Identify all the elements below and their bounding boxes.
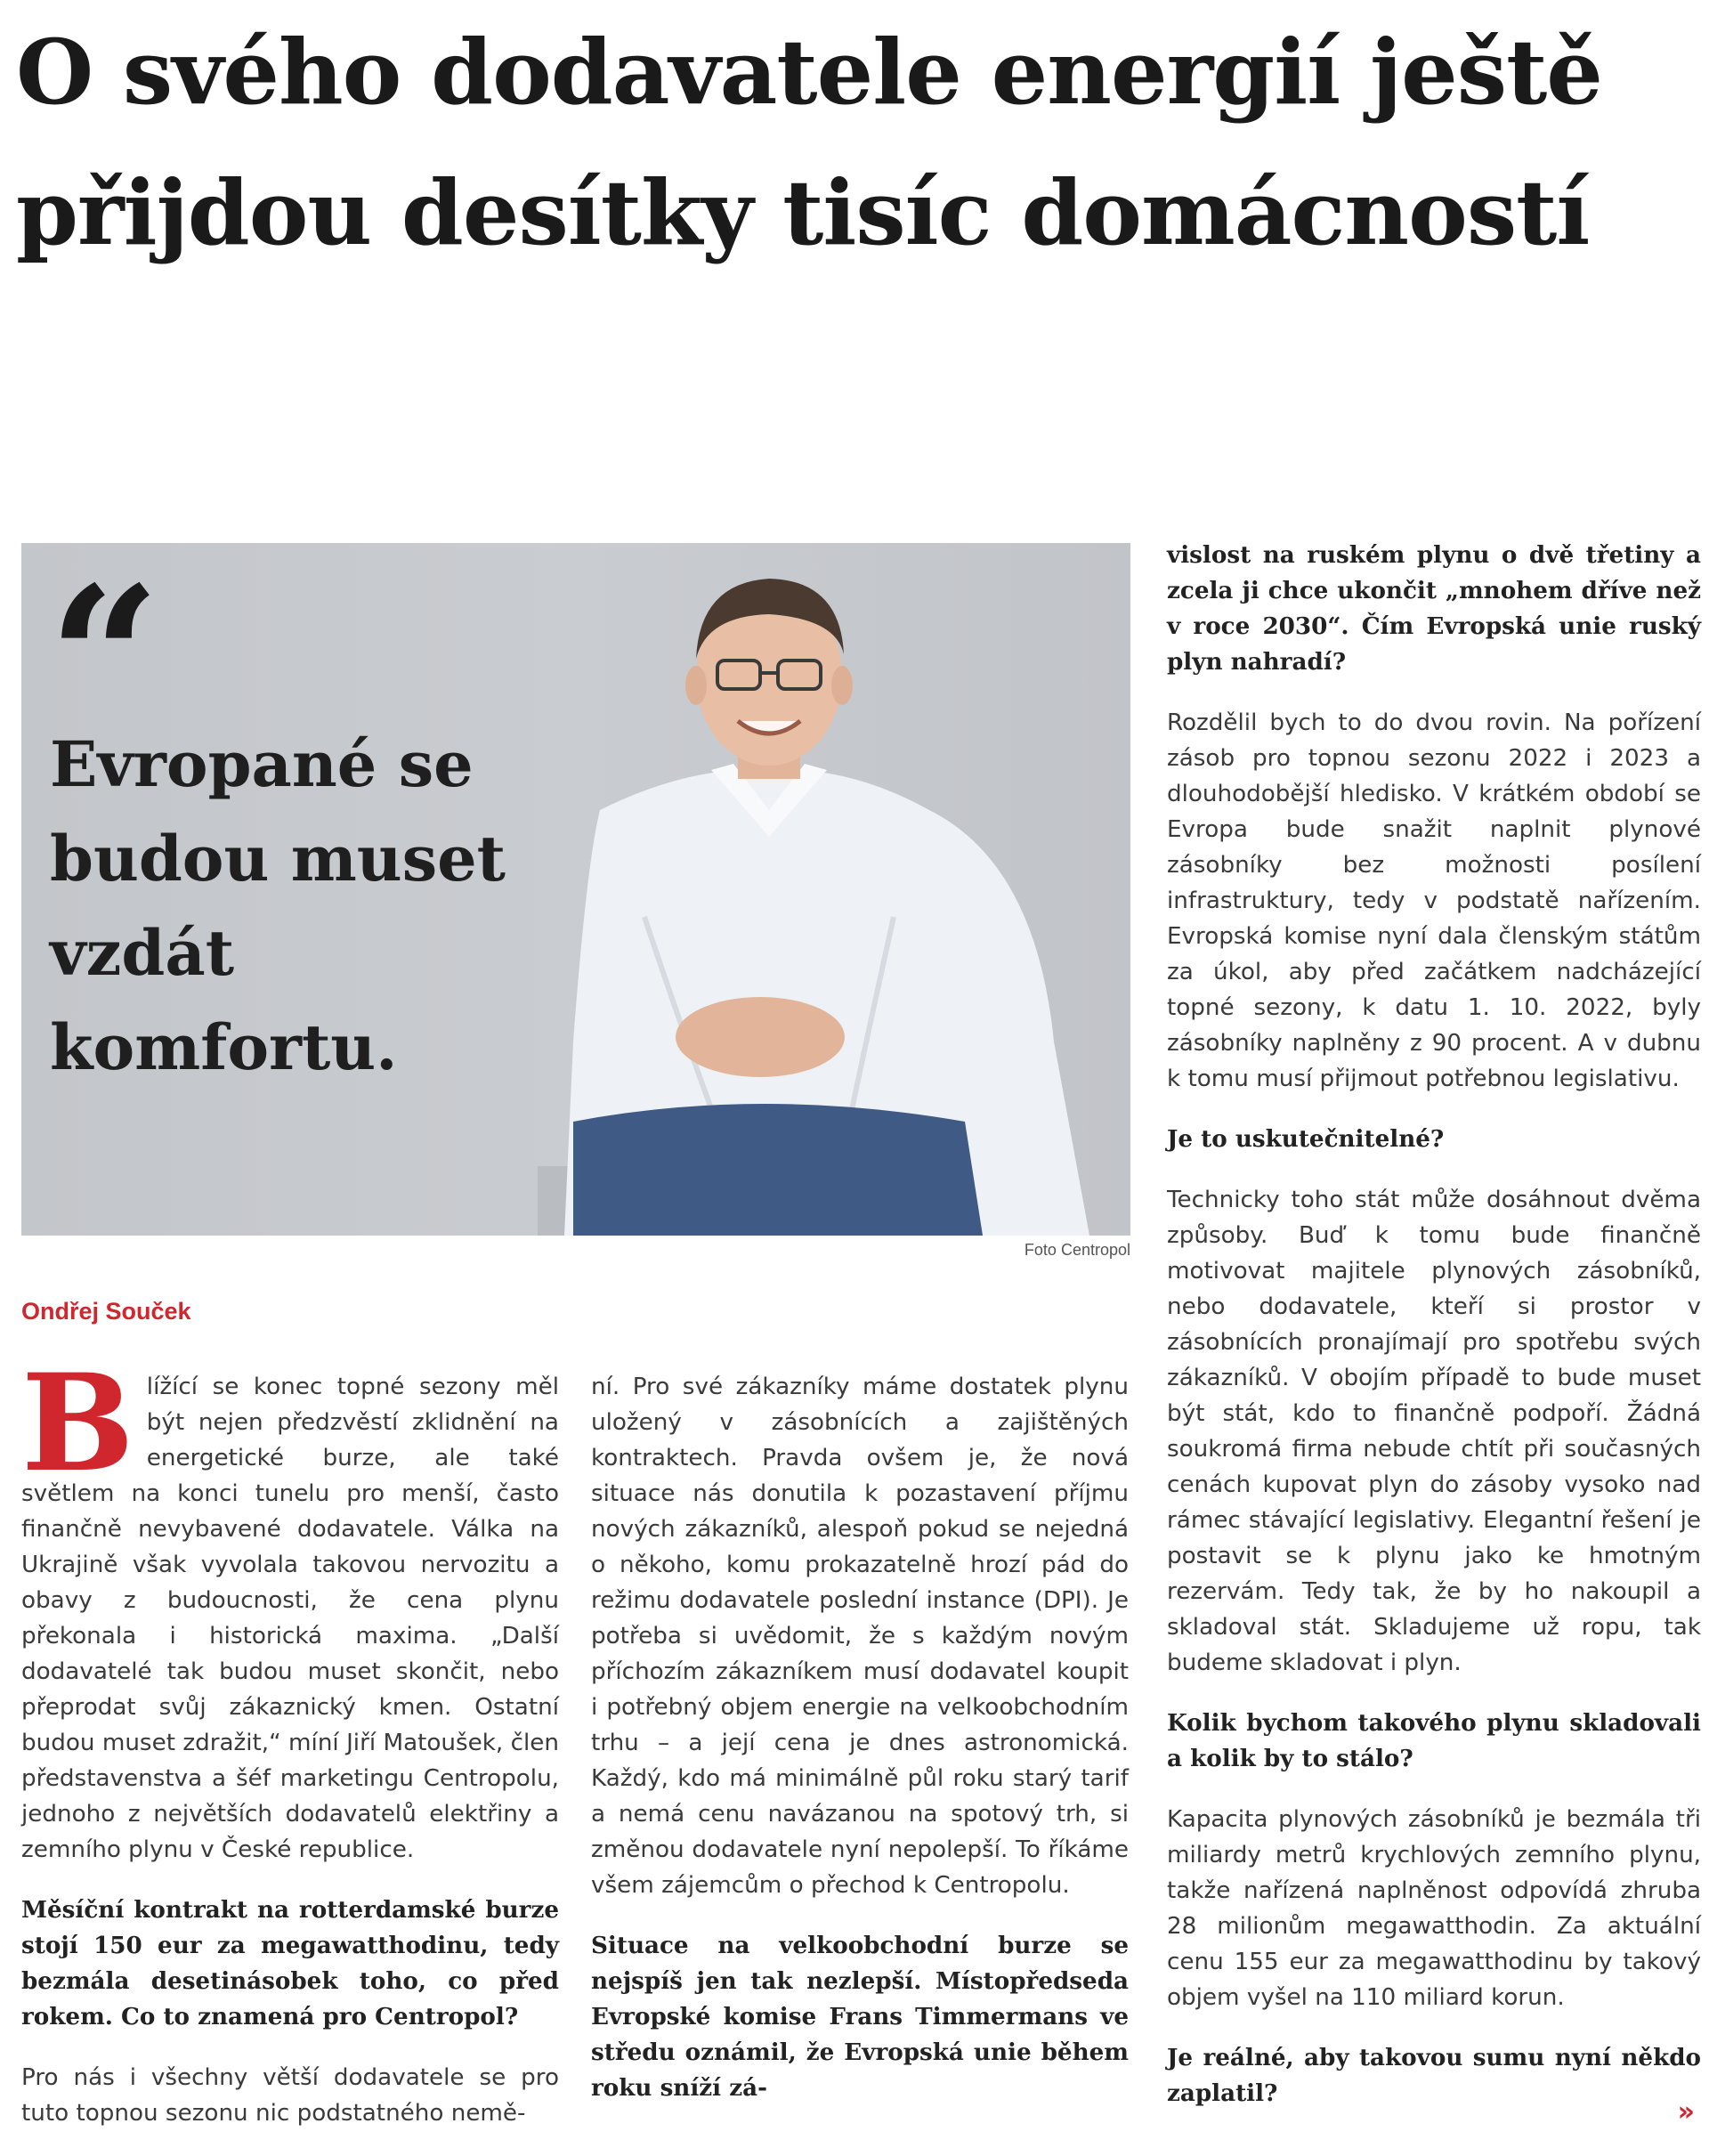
question-1: Měsíční kontrakt na rotterdamské burze stojí 150 eur za megawatthodinu, tedy bezmála desetinásobek toho, co před rokem. Co to znamená pro Centropol? (21, 1896, 559, 2030)
drop-cap: B (21, 1345, 134, 1502)
question-2: Situace na velkoobchodní burze se nejspíš jen tak nezlepší. Místopředseda Evropské komise Frans Timmermans ve středu oznámil, že Evropská unie během roku sníží zá- (591, 1932, 1129, 2102)
article-column-3 (1167, 538, 1701, 2136)
question-4: Kolik bychom takového plynu skladovali a kolik by to stálo? (1167, 1709, 1701, 1772)
lead-paragraph (21, 1345, 559, 1868)
answer-4: Kapacita plynových zásobníků je bezmála tři miliardy metrů krychlových zemního plynu, takže nařízená naplněnost odpovídá zhruba 28 milionům megawatthodin. Za aktuální cenu 155 eur za megawatthodinu by takový objem vyšel na 110 miliard korun. (1167, 1806, 1701, 2011)
author-byline: Ondřej Souček (21, 1298, 191, 1325)
lead-text: lížící se konec topné sezony měl být nejen předzvěstí zklidnění na energetické burze, ale také světlem na konci tunelu pro menší, často finančně nevybavené dodavatele. Válka na Ukrajině však vyvolala takovou nervozitu a obavy z budoucnosti, že cena plynu překonala i historická maxima. „Další dodavatelé tak budou muset skončit, nebo přeprodat svůj zákaznický kmen. Ostatní budou muset zdražit,“ míní Jiří Matoušek, člen představenstva a šéf marketingu Centropolu, jednoho z největších dodavatelů elektřiny a zemního plynu v České republice. (21, 1374, 559, 1863)
question-5: Je reálné, aby takovou sumu nyní někdo zaplatil? (1167, 2044, 1701, 2107)
photo-credit: Foto Centropol (1024, 1241, 1130, 1259)
hero-pull-quote: Evropané se budou muset vzdát komfortu. (50, 727, 506, 1084)
answer-2: Rozdělil bych to do dvou rovin. Na pořízení zásob pro topnou sezonu 2022 i 2023 a dlouhodobější hledisko. V krátkém období se Evropa bude snažit naplnit plynové zásobníky bez možnosti posílení infrastruktury, tedy v podstatě nařízením. Evropská komise nyní dala členským státům za úkol, aby před začátkem nadcházející topné sezony, k datu 1. 10. 2022, byly zásobníky naplněny z 90 procent. A v dubnu k tomu musí přijmout potřebnou legislativu. (1167, 709, 1701, 1092)
question-2-continued: vislost na ruském plynu o dvě třetiny a zcela ji chce ukončit „mnohem dříve než v roce 2030“. Čím Evropská unie ruský plyn nahradí? (1167, 541, 1701, 676)
portrait-photo (466, 543, 1130, 1236)
answer-1: Pro nás i všechny větší dodavatele se pro tuto topnou sezonu nic podstatného nemě- (21, 2064, 559, 2127)
article-column-2 (591, 1369, 1129, 2131)
hero-image (21, 543, 1130, 1236)
headline: O svého dodavatele energií ještě přijdou desítky tisíc domácností (16, 20, 1602, 265)
quote-mark: “ (48, 543, 161, 774)
answer-1-continued: ní. Pro své zákazníky máme dostatek plynu uložený v zásobnících a zajištěných kontraktech. Pravda ovšem je, že nová situace nás donutila k pozastavení příjmu nových zákazníků, alespoň pokud se nejedná o někoho, komu prokazatelně hrozí pád do režimu dodavatele poslední instance (DPI). Je potřeba si uvědomit, že s každým novým příchozím zákazníkem musí dodavatel koupit i potřebný objem energie na velkoobchodním trhu – a její cena je dnes astronomická. Každý, kdo má minimálně půl roku starý tarif a nemá cenu navázanou na spotový trh, si změnou dodavatele nyní nepolepší. To říkáme všem zájemcům o přechod k Centropolu. (591, 1374, 1129, 1899)
question-3: Je to uskutečnitelné? (1167, 1125, 1445, 1153)
article-column-1 (21, 1345, 559, 2156)
continue-arrow-icon: » (1677, 2096, 1695, 2128)
answer-3: Technicky toho stát může dosáhnout dvěma způsoby. Buď k tomu bude finančně motivovat majitele plynových zásobníků, nebo dodavatele, kteří si prostor v zásobnících pronajímají pro spotřebu svých zákazníků. V obojím případě to bude muset být stát, kdo to finančně podpoří. Žádná soukromá firma nebude chtít při současných cenách kupovat plyn do zásoby vysoko nad rámec stávající legislativy. Elegantní řešení je postavit se k plynu jako ke hmotným rezervám. Tedy tak, že by ho nakoupil a skladoval stát. Skladujeme už ropu, tak budeme skladovat i plyn. (1167, 1187, 1701, 1676)
